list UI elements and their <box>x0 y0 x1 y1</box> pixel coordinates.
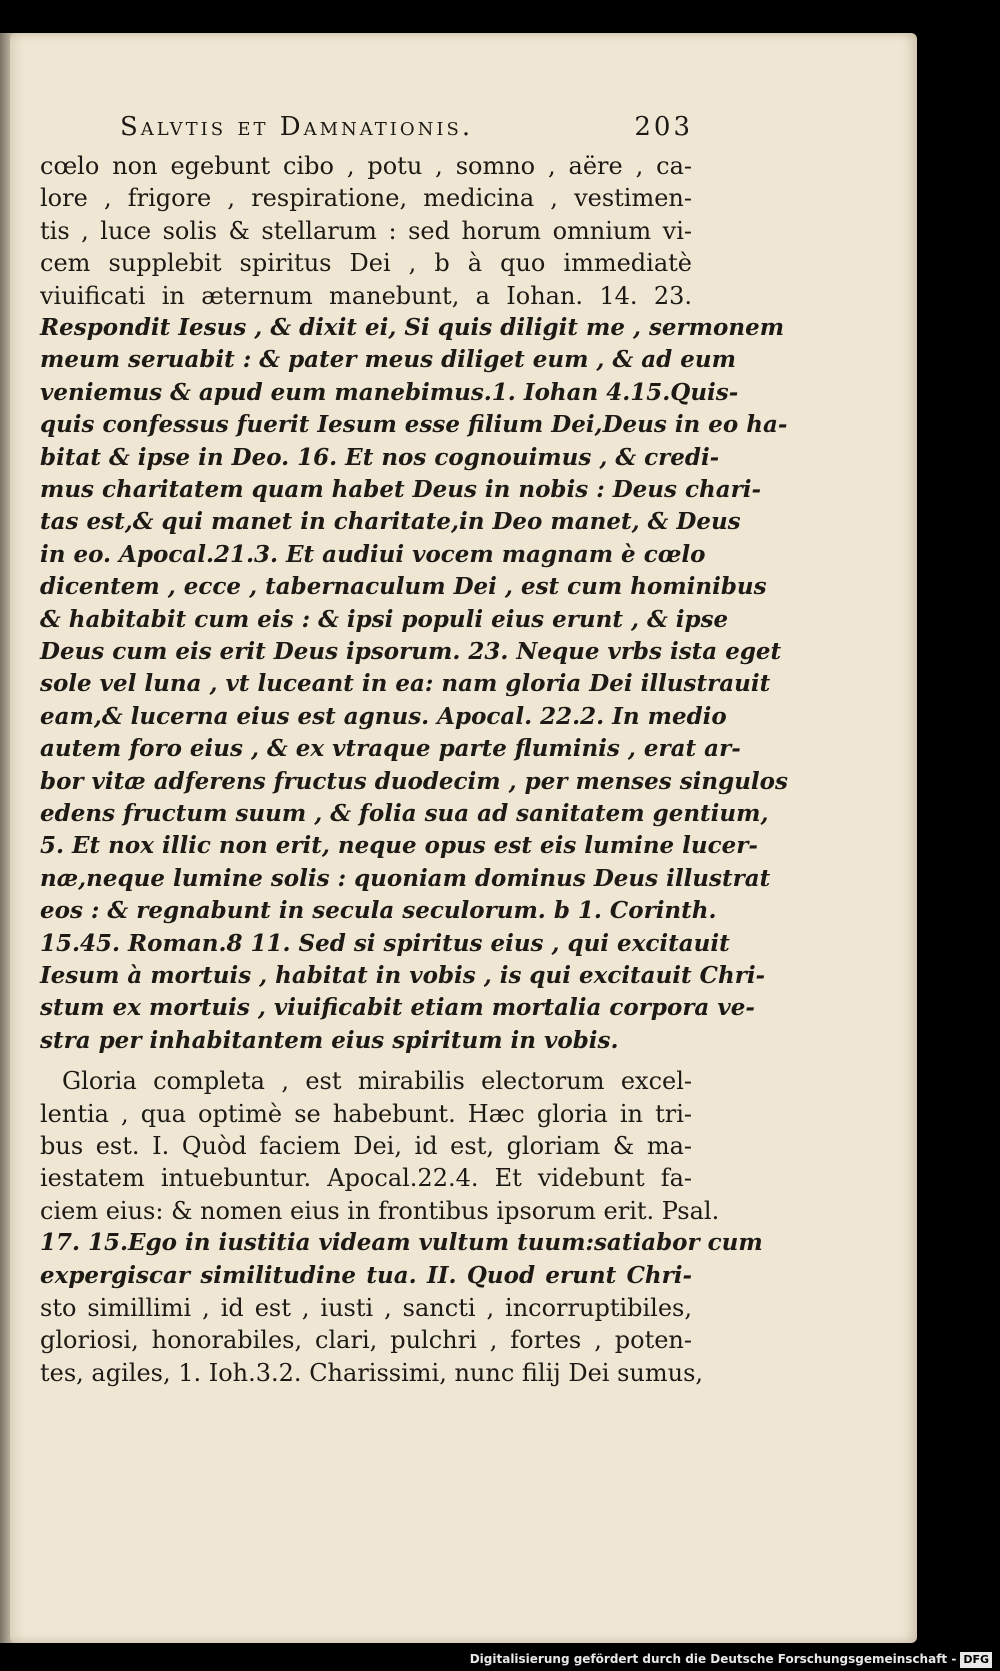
text-line: edens fructum suum , & folia sua ad sanitatem gentium, <box>40 800 769 827</box>
text-line: bus est. I. Quòd faciem Dei, id est, gloriam & ma- <box>40 1132 692 1160</box>
running-title: Salvtis et Damnationis. <box>120 112 474 142</box>
page-number: 203 <box>634 112 693 142</box>
text-line: autem foro eius , & ex vtraque parte fluminis , erat ar- <box>40 735 741 763</box>
text-line: quis confessus fuerit Iesum esse filium Dei,Deus in eo ha- <box>40 411 788 439</box>
digitization-credit <box>470 1651 992 1667</box>
credit-text: Digitalisierung gefördert durch die Deutsche Forschungsgemeinschaft - <box>469 1652 957 1666</box>
text-line: Deus cum eis erit Deus ipsorum. 23. Neque vrbs ista eget <box>40 638 782 665</box>
dfg-logo: DFG <box>960 1652 992 1668</box>
text-line: stra per inhabitantem eius spiritum in vobis. <box>40 1026 619 1054</box>
text-line: Gloria completa , est mirabilis electorum excel- <box>62 1067 692 1096</box>
text-line: sole vel luna , vt luceant in ea: nam gloria Dei illustrauit <box>40 670 771 698</box>
text-line: eam,& lucerna eius est agnus. Apocal. 22.2. In medio <box>40 702 727 730</box>
text-line: iestatem intuebuntur. Apocal.22.4. Et videbunt fa- <box>40 1164 692 1193</box>
text-line: gloriosi, honorabiles, clari, pulchri , fortes , poten- <box>40 1326 692 1355</box>
text-line: Iesum à mortuis , habitat in vobis , is qui excitauit Chri- <box>40 962 766 989</box>
text-line: sto simillimi , id est , iusti , sancti , incorruptibiles, <box>40 1294 692 1322</box>
text-line: næ,neque lumine solis : quoniam dominus Deus illustrat <box>40 864 771 892</box>
text-line: stum ex mortuis , viuificabit etiam mortalia corpora ve- <box>40 994 755 1022</box>
text-line: bor vitæ adferens fructus duodecim , per menses singulos <box>40 767 788 795</box>
text-line: tis , luce solis & stellarum : sed horum omnium vi- <box>40 216 692 245</box>
text-line: meum seruabit : & pater meus diliget eum , & ad eum <box>40 346 736 374</box>
text-line: tes, agiles, 1. Ioh.3.2. Charissimi, nunc filij Dei sumus, <box>40 1358 704 1387</box>
text-line: 15.45. Roman.8 11. Sed si spiritus eius , qui excitauit <box>40 929 730 957</box>
text-line: expergiscar similitudine tua. II. Quod erunt Chri- <box>40 1261 692 1289</box>
text-line: lentia , qua optimè se habebunt. Hæc gloria in tri- <box>40 1099 692 1128</box>
text-line: in eo. Apocal.21.3. Et audiui vocem magnam è cœlo <box>40 540 706 568</box>
text-line: tas est,& qui manet in charitate,in Deo manet, & Deus <box>40 508 741 536</box>
text-line: viuificati in æternum manebunt, a Iohan. 14. 23. <box>40 281 692 310</box>
text-line: veniemus & apud eum manebimus.1. Iohan 4.15.Quis- <box>40 378 739 406</box>
text-line: ciem eius: & nomen eius in frontibus ipsorum erit. Psal. <box>40 1196 720 1225</box>
text-line: 5. Et nox illic non erit, neque opus est eis lumine lucer- <box>40 832 758 860</box>
text-line: eos : & regnabunt in secula seculorum. b 1. Corinth. <box>40 897 717 925</box>
text-line: & habitabit cum eis : & ipsi populi eius erunt , & ipse <box>40 605 729 633</box>
text-line: cem supplebit spiritus Dei , b à quo immediatè <box>40 249 692 278</box>
text-line: 17. 15.Ego in iustitia videam vultum tuum:satiabor cum <box>40 1229 763 1257</box>
text-line: Respondit Iesus , & dixit ei, Si quis diligit me , sermonem <box>40 314 785 341</box>
text-line: dicentem , ecce , tabernaculum Dei , est cum hominibus <box>40 573 767 601</box>
text-line: mus charitatem quam habet Deus in nobis : Deus chari- <box>40 476 761 503</box>
running-head <box>120 112 693 144</box>
text-line: lore , frigore , respiratione, medicina , vestimen- <box>40 184 692 213</box>
text-line: cœlo non egebunt cibo , potu , somno , aëre , ca- <box>40 152 692 180</box>
text-line: bitat & ipse in Deo. 16. Et nos cognouimus , & credi- <box>40 443 720 471</box>
